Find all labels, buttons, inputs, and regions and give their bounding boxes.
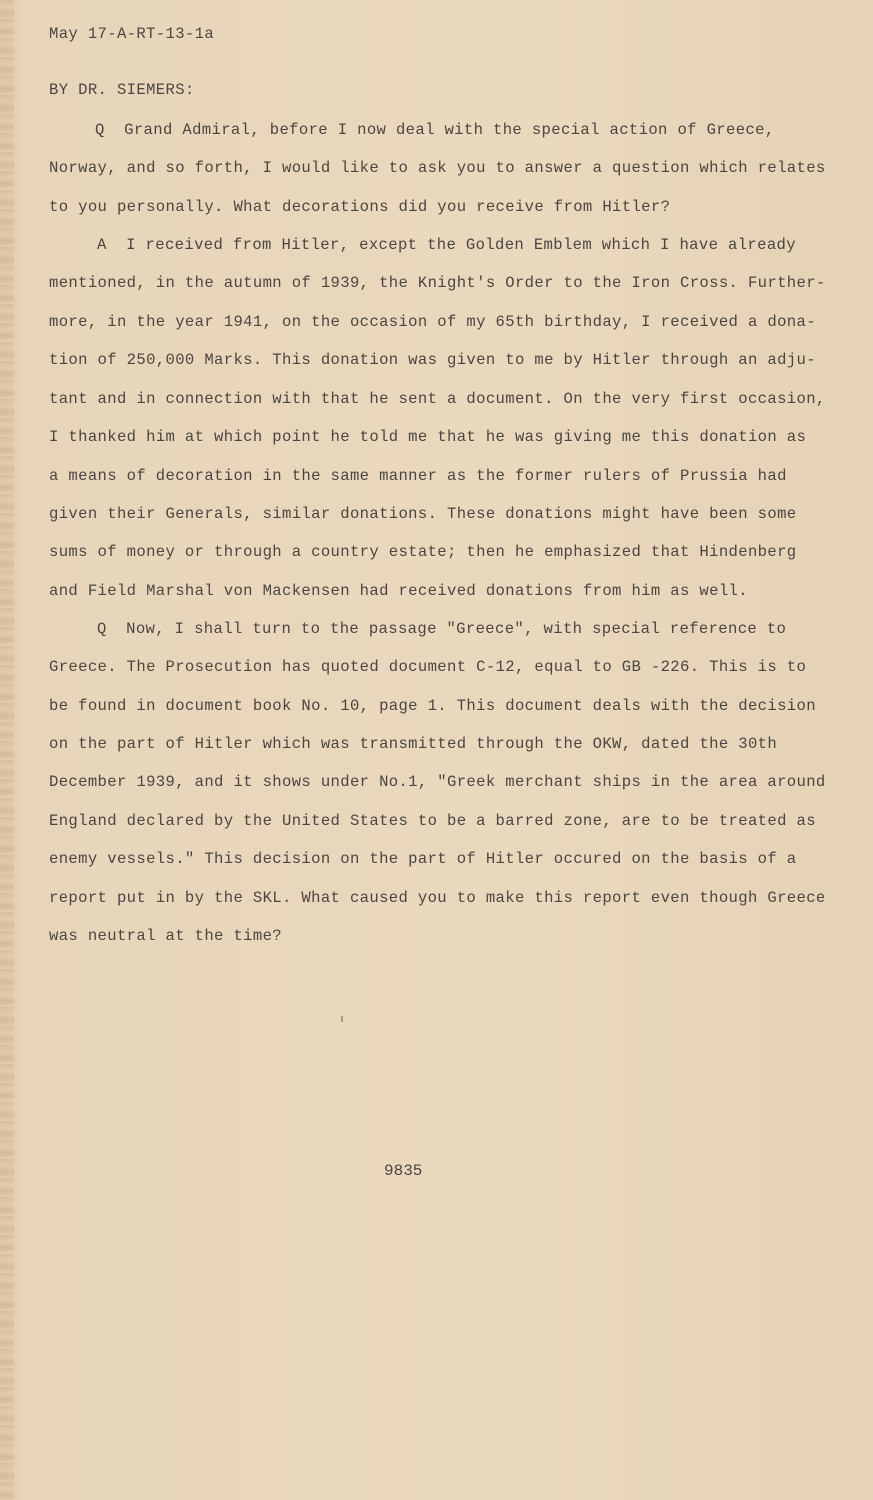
body-line: report put in by the SKL. What caused you to make this report even though Greece: [49, 889, 826, 907]
body-line: Greece. The Prosecution has quoted document C-12, equal to GB -226. This is to: [49, 658, 807, 676]
answer-line-1: A I received from Hitler, except the Golden Emblem which I have already: [97, 236, 796, 254]
body-line: mentioned, in the autumn of 1939, the Knight's Order to the Iron Cross. Further-: [49, 274, 826, 292]
body-line: be found in document book No. 10, page 1. This document deals with the decision: [49, 697, 816, 715]
question-line-1: Q Grand Admiral, before I now deal with the special action of Greece,: [95, 121, 775, 139]
body-line: Norway, and so forth, I would like to ask you to answer a question which relates: [49, 159, 826, 177]
body-line: December 1939, and it shows under No.1, "Greek merchant ships in the area around: [49, 773, 826, 791]
body-line: to you personally. What decorations did you receive from Hitler?: [49, 198, 671, 216]
torn-left-edge: [0, 0, 14, 1500]
body-line: enemy vessels." This decision on the part of Hitler occured on the basis of a: [49, 850, 797, 868]
question-line-2: Q Now, I shall turn to the passage "Greece", with special reference to: [97, 620, 787, 638]
body-line: tant and in connection with that he sent a document. On the very first occasion,: [49, 390, 826, 408]
body-line: I thanked him at which point he told me that he was giving me this donation as: [49, 428, 807, 446]
page-number: 9835: [384, 1162, 423, 1180]
body-line: on the part of Hitler which was transmitted through the OKW, dated the 30th: [49, 735, 778, 753]
body-line: more, in the year 1941, on the occasion of my 65th birthday, I received a dona-: [49, 313, 816, 331]
paper-speck: [341, 1016, 343, 1022]
body-line: England declared by the United States to be a barred zone, are to be treated as: [49, 812, 816, 830]
body-line: a means of decoration in the same manner as the former rulers of Prussia had: [49, 467, 787, 485]
body-line: sums of money or through a country estate; then he emphasized that Hindenberg: [49, 543, 797, 561]
body-line: tion of 250,000 Marks. This donation was given to me by Hitler through an adju-: [49, 351, 816, 369]
body-line: and Field Marshal von Mackensen had received donations from him as well.: [49, 582, 748, 600]
examiner-heading: BY DR. SIEMERS:: [49, 81, 195, 99]
document-reference: May 17-A-RT-13-1a: [49, 25, 215, 43]
body-line: given their Generals, similar donations. These donations might have been some: [49, 505, 797, 523]
body-line: was neutral at the time?: [49, 927, 282, 945]
